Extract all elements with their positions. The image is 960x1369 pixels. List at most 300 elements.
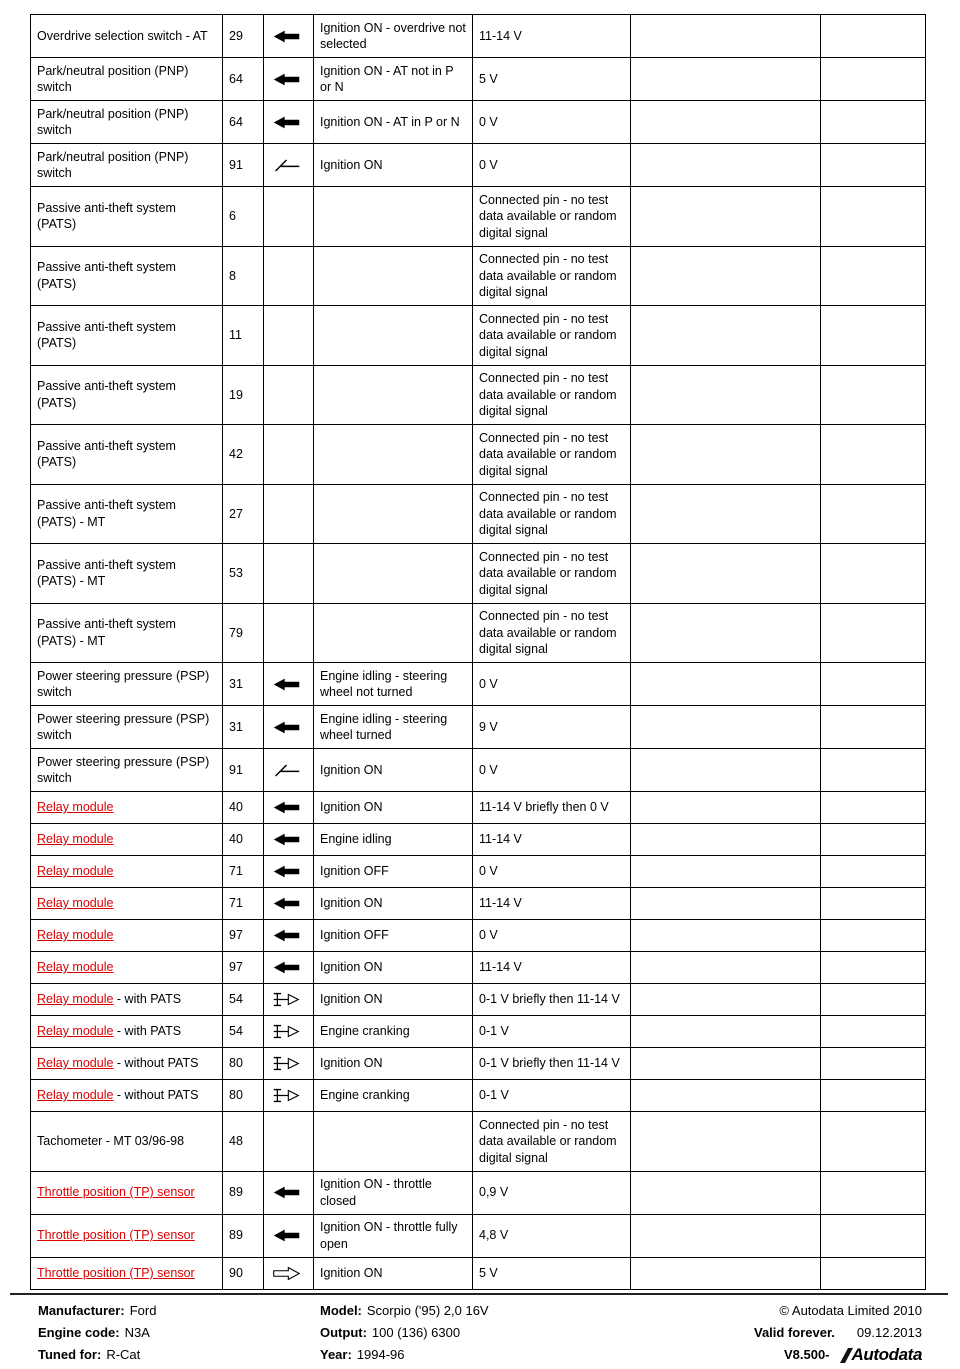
empty-cell — [821, 792, 926, 824]
signal-cell — [264, 187, 314, 247]
empty-cell — [821, 663, 926, 706]
component-link[interactable]: Relay module — [37, 864, 114, 879]
condition-cell: Ignition ON - overdrive not selected — [314, 15, 473, 58]
table-row — [31, 1112, 926, 1172]
signal-cell — [264, 101, 314, 144]
empty-cell — [821, 544, 926, 604]
arrow-left-solid-icon — [271, 718, 302, 737]
value-cell: 0,9 V — [473, 1171, 631, 1214]
condition-cell: Engine idling - steering wheel not turned — [314, 663, 473, 706]
component-cell — [31, 1048, 223, 1080]
value-cell: 0-1 V briefly then 11-14 V — [473, 984, 631, 1016]
empty-cell — [631, 952, 821, 984]
value-cell: Connected pin - no test data available or random digital signal — [473, 603, 631, 663]
component-cell — [31, 603, 223, 663]
component-label: Passive anti-theft system (PATS) - MT — [37, 617, 176, 648]
condition-cell: Ignition ON — [314, 792, 473, 824]
empty-cell — [821, 484, 926, 544]
empty-cell — [631, 101, 821, 144]
pin-number-cell: 54 — [223, 1016, 264, 1048]
pin-number-cell: 64 — [223, 101, 264, 144]
footer-model-info — [320, 1303, 754, 1369]
table-row — [31, 824, 926, 856]
component-cell — [31, 952, 223, 984]
tuned-for-label: Tuned for: — [38, 1347, 102, 1362]
table-row — [31, 603, 926, 663]
arrow-left-solid-icon — [271, 926, 302, 945]
signal-cell — [264, 984, 314, 1016]
switch-output-signal-icon — [271, 990, 302, 1009]
empty-cell — [821, 1257, 926, 1289]
condition-cell: Engine idling — [314, 824, 473, 856]
empty-cell — [631, 856, 821, 888]
tuned-for-line — [38, 1347, 320, 1363]
component-cell — [31, 425, 223, 485]
manufacturer-line — [38, 1303, 320, 1319]
component-cell — [31, 1016, 223, 1048]
table-row — [31, 1080, 926, 1112]
condition-cell: Ignition ON - throttle closed — [314, 1171, 473, 1214]
switch-signal-icon — [271, 761, 302, 780]
footer-vehicle-info — [38, 1303, 320, 1369]
component-link[interactable]: Relay module — [37, 832, 114, 847]
component-label: Overdrive selection switch - AT — [37, 28, 208, 43]
signal-cell — [264, 1257, 314, 1289]
component-cell — [31, 888, 223, 920]
empty-cell — [821, 603, 926, 663]
signal-cell — [264, 1171, 314, 1214]
condition-cell — [314, 544, 473, 604]
component-cell — [31, 1214, 223, 1257]
empty-cell — [631, 544, 821, 604]
value-cell: 0 V — [473, 663, 631, 706]
component-label: Tachometer - MT 03/96-98 — [37, 1134, 185, 1148]
empty-cell — [821, 984, 926, 1016]
pin-number-cell: 40 — [223, 824, 264, 856]
empty-cell — [821, 1048, 926, 1080]
value-cell: 0 V — [473, 920, 631, 952]
pin-number-cell: 91 — [223, 749, 264, 792]
component-link[interactable]: Relay module — [37, 1088, 114, 1103]
empty-cell — [821, 706, 926, 749]
signal-cell — [264, 663, 314, 706]
empty-cell — [821, 1171, 926, 1214]
component-cell — [31, 101, 223, 144]
switch-output-signal-icon — [271, 1022, 302, 1041]
value-cell: 11-14 V briefly then 0 V — [473, 792, 631, 824]
arrow-right-outline-icon — [271, 1264, 302, 1283]
year-value: 1994-96 — [356, 1347, 405, 1362]
empty-cell — [821, 306, 926, 366]
value-cell: 11-14 V — [473, 888, 631, 920]
valid-forever-label: Valid forever. — [753, 1325, 835, 1340]
condition-cell — [314, 246, 473, 306]
component-cell — [31, 749, 223, 792]
pin-number-cell: 80 — [223, 1048, 264, 1080]
empty-cell — [631, 888, 821, 920]
value-cell: Connected pin - no test data available or random digital signal — [473, 484, 631, 544]
component-link[interactable]: Throttle position (TP) sensor — [37, 1185, 195, 1200]
component-link[interactable]: Relay module — [37, 992, 114, 1007]
year-line — [320, 1347, 754, 1363]
component-cell — [31, 920, 223, 952]
condition-cell: Ignition ON — [314, 888, 473, 920]
condition-cell: Ignition ON — [314, 749, 473, 792]
version-text: V8.500- — [783, 1347, 830, 1362]
empty-cell — [631, 603, 821, 663]
condition-cell — [314, 603, 473, 663]
model-value: Scorpio ('95) 2,0 16V — [366, 1303, 489, 1318]
component-cell — [31, 856, 223, 888]
empty-cell — [821, 1016, 926, 1048]
table-row — [31, 306, 926, 366]
pin-number-cell: 11 — [223, 306, 264, 366]
table-row — [31, 58, 926, 101]
condition-cell: Ignition ON — [314, 1048, 473, 1080]
table-row — [31, 365, 926, 425]
component-cell — [31, 792, 223, 824]
empty-cell — [821, 1080, 926, 1112]
component-label: Passive anti-theft system (PATS) - MT — [37, 557, 176, 589]
component-label: Passive anti-theft system (PATS) — [37, 438, 176, 470]
value-cell: Connected pin - no test data available or random digital signal — [473, 246, 631, 306]
switch-signal-icon — [271, 156, 302, 175]
signal-cell — [264, 792, 314, 824]
component-cell — [31, 663, 223, 706]
condition-cell: Ignition OFF — [314, 920, 473, 952]
value-cell: 0 V — [473, 101, 631, 144]
signal-cell — [264, 1112, 314, 1172]
value-cell: 5 V — [473, 1257, 631, 1289]
arrow-left-solid-icon — [271, 894, 302, 913]
empty-cell — [631, 1257, 821, 1289]
empty-cell — [631, 792, 821, 824]
component-link[interactable]: Relay module — [37, 896, 114, 911]
component-link[interactable]: Relay module — [37, 800, 114, 815]
empty-cell — [631, 1171, 821, 1214]
empty-cell — [821, 187, 926, 247]
table-row — [31, 888, 926, 920]
pin-table-body — [31, 15, 926, 1290]
version-line — [784, 1347, 922, 1363]
value-cell: Connected pin - no test data available or random digital signal — [473, 187, 631, 247]
condition-cell — [314, 1112, 473, 1172]
pin-number-cell: 31 — [223, 706, 264, 749]
signal-cell — [264, 856, 314, 888]
empty-cell — [631, 15, 821, 58]
component-label: Park/neutral position (PNP) switch — [37, 63, 189, 94]
condition-cell: Engine cranking — [314, 1016, 473, 1048]
signal-cell — [264, 1048, 314, 1080]
tuned-for-value: R-Cat — [106, 1347, 141, 1362]
component-cell — [31, 484, 223, 544]
pin-number-cell: 71 — [223, 856, 264, 888]
arrow-left-solid-icon — [271, 830, 302, 849]
component-link[interactable]: Throttle position (TP) sensor — [37, 1265, 195, 1280]
table-row — [31, 1214, 926, 1257]
empty-cell — [631, 58, 821, 101]
component-cell — [31, 1257, 223, 1289]
engine-code-label: Engine code: — [38, 1325, 120, 1340]
signal-cell — [264, 1214, 314, 1257]
condition-cell — [314, 365, 473, 425]
empty-cell — [631, 187, 821, 247]
component-suffix: - with PATS — [113, 992, 182, 1007]
value-cell: 11-14 V — [473, 824, 631, 856]
signal-cell — [264, 246, 314, 306]
condition-cell — [314, 484, 473, 544]
component-cell — [31, 365, 223, 425]
engine-code-line — [38, 1325, 320, 1341]
signal-cell — [264, 603, 314, 663]
component-label: Passive anti-theft system (PATS) — [37, 379, 176, 410]
table-row — [31, 101, 926, 144]
empty-cell — [821, 856, 926, 888]
manufacturer-label: Manufacturer: — [38, 1303, 125, 1318]
empty-cell — [631, 1112, 821, 1172]
arrow-left-solid-icon — [271, 27, 302, 46]
value-cell: 5 V — [473, 58, 631, 101]
signal-cell — [264, 58, 314, 101]
pin-number-cell: 31 — [223, 663, 264, 706]
signal-cell — [264, 144, 314, 187]
model-line — [320, 1303, 754, 1319]
table-row — [31, 144, 926, 187]
table-row — [31, 15, 926, 58]
condition-cell: Engine cranking — [314, 1080, 473, 1112]
value-cell: 0-1 V briefly then 11-14 V — [473, 1048, 631, 1080]
validity-line — [754, 1325, 922, 1341]
empty-cell — [821, 144, 926, 187]
signal-cell — [264, 365, 314, 425]
value-cell: 0-1 V — [473, 1080, 631, 1112]
condition-cell: Ignition ON - throttle fully open — [314, 1214, 473, 1257]
pin-number-cell: 79 — [223, 603, 264, 663]
table-row — [31, 246, 926, 306]
component-cell — [31, 1171, 223, 1214]
component-label: Power steering pressure (PSP) switch — [37, 668, 210, 699]
output-line — [320, 1325, 754, 1341]
empty-cell — [821, 365, 926, 425]
table-row — [31, 663, 926, 706]
empty-cell — [821, 952, 926, 984]
arrow-left-solid-icon — [271, 675, 302, 694]
component-link[interactable]: Throttle position (TP) sensor — [37, 1228, 195, 1243]
footer-publisher-info — [754, 1303, 922, 1369]
condition-cell: Ignition ON — [314, 984, 473, 1016]
pin-number-cell: 40 — [223, 792, 264, 824]
component-label: Passive anti-theft system (PATS) - MT — [37, 498, 176, 529]
empty-cell — [821, 101, 926, 144]
empty-cell — [631, 706, 821, 749]
component-cell — [31, 984, 223, 1016]
signal-cell — [264, 425, 314, 485]
switch-output-signal-icon — [271, 1086, 302, 1105]
arrow-left-solid-icon — [271, 70, 302, 89]
table-row — [31, 484, 926, 544]
component-cell — [31, 187, 223, 247]
pin-number-cell: 91 — [223, 144, 264, 187]
condition-cell: Ignition OFF — [314, 856, 473, 888]
signal-cell — [264, 15, 314, 58]
signal-cell — [264, 484, 314, 544]
condition-cell — [314, 187, 473, 247]
pin-number-cell: 8 — [223, 246, 264, 306]
signal-cell — [264, 1016, 314, 1048]
table-row — [31, 1016, 926, 1048]
component-cell — [31, 706, 223, 749]
table-row — [31, 425, 926, 485]
table-row — [31, 706, 926, 749]
table-row — [31, 952, 926, 984]
empty-cell — [821, 15, 926, 58]
component-link[interactable]: Relay module — [37, 960, 114, 975]
empty-cell — [631, 425, 821, 485]
empty-cell — [631, 1080, 821, 1112]
signal-cell — [264, 952, 314, 984]
signal-cell — [264, 920, 314, 952]
value-cell: Connected pin - no test data available or random digital signal — [473, 306, 631, 366]
empty-cell — [631, 663, 821, 706]
value-cell: 0-1 V — [473, 1016, 631, 1048]
output-value: 100 (136) 6300 — [371, 1325, 461, 1340]
table-row — [31, 1257, 926, 1289]
footer — [10, 1293, 948, 1369]
pin-number-cell: 97 — [223, 920, 264, 952]
empty-cell — [631, 984, 821, 1016]
autodata-logo-text: Autodata — [851, 1345, 922, 1364]
empty-cell — [631, 1214, 821, 1257]
component-cell — [31, 544, 223, 604]
manufacturer-value: Ford — [129, 1303, 157, 1318]
autodata-logo — [844, 1347, 922, 1363]
condition-cell: Engine idling - steering wheel turned — [314, 706, 473, 749]
value-cell: Connected pin - no test data available or random digital signal — [473, 365, 631, 425]
table-row — [31, 187, 926, 247]
pin-number-cell: 80 — [223, 1080, 264, 1112]
pin-number-cell: 27 — [223, 484, 264, 544]
value-cell: 0 V — [473, 856, 631, 888]
empty-cell — [821, 824, 926, 856]
condition-cell — [314, 425, 473, 485]
empty-cell — [821, 58, 926, 101]
empty-cell — [631, 824, 821, 856]
signal-cell — [264, 888, 314, 920]
signal-cell — [264, 824, 314, 856]
output-label: Output: — [320, 1325, 367, 1340]
component-cell — [31, 824, 223, 856]
arrow-left-solid-icon — [271, 958, 302, 977]
condition-cell: Ignition ON - AT in P or N — [314, 101, 473, 144]
component-label: Park/neutral position (PNP) switch — [37, 106, 189, 137]
value-cell: 0 V — [473, 749, 631, 792]
empty-cell — [821, 749, 926, 792]
empty-cell — [631, 144, 821, 187]
valid-date: 09.12.2013 — [856, 1325, 922, 1340]
component-cell — [31, 1112, 223, 1172]
component-suffix: - without PATS — [113, 1056, 199, 1071]
value-cell: Connected pin - no test data available or random digital signal — [473, 1112, 631, 1172]
table-row — [31, 984, 926, 1016]
value-cell: Connected pin - no test data available or random digital signal — [473, 425, 631, 485]
component-label: Power steering pressure (PSP) switch — [37, 711, 210, 742]
arrow-left-solid-icon — [271, 798, 302, 817]
component-cell — [31, 306, 223, 366]
value-cell: 9 V — [473, 706, 631, 749]
empty-cell — [631, 920, 821, 952]
condition-cell: Ignition ON — [314, 1257, 473, 1289]
signal-cell — [264, 544, 314, 604]
empty-cell — [821, 1214, 926, 1257]
arrow-left-solid-icon — [271, 113, 302, 132]
pin-number-cell: 97 — [223, 952, 264, 984]
empty-cell — [631, 1048, 821, 1080]
pin-number-cell: 71 — [223, 888, 264, 920]
condition-cell: Ignition ON — [314, 144, 473, 187]
component-cell — [31, 1080, 223, 1112]
component-cell — [31, 58, 223, 101]
switch-output-signal-icon — [271, 1054, 302, 1073]
signal-cell — [264, 1080, 314, 1112]
copyright-text: © Autodata Limited 2010 — [779, 1303, 922, 1318]
empty-cell — [631, 749, 821, 792]
pin-number-cell: 6 — [223, 187, 264, 247]
pin-voltage-table — [30, 14, 926, 1290]
empty-cell — [821, 888, 926, 920]
table-row — [31, 544, 926, 604]
arrow-left-solid-icon — [271, 1226, 302, 1245]
pin-number-cell: 42 — [223, 425, 264, 485]
component-cell — [31, 15, 223, 58]
pin-number-cell: 89 — [223, 1171, 264, 1214]
signal-cell — [264, 706, 314, 749]
pin-number-cell: 19 — [223, 365, 264, 425]
empty-cell — [631, 484, 821, 544]
component-label: Passive anti-theft system (PATS) — [37, 260, 176, 291]
empty-cell — [631, 365, 821, 425]
component-link[interactable]: Relay module — [37, 928, 114, 943]
pin-number-cell: 64 — [223, 58, 264, 101]
table-row — [31, 792, 926, 824]
pin-number-cell: 53 — [223, 544, 264, 604]
component-label: Passive anti-theft system (PATS) — [37, 319, 176, 351]
value-cell: 11-14 V — [473, 15, 631, 58]
empty-cell — [821, 425, 926, 485]
year-label: Year: — [320, 1347, 352, 1362]
component-label: Passive anti-theft system (PATS) — [37, 200, 176, 232]
condition-cell — [314, 306, 473, 366]
condition-cell: Ignition ON - AT not in P or N — [314, 58, 473, 101]
pin-number-cell: 48 — [223, 1112, 264, 1172]
arrow-left-solid-icon — [271, 1183, 302, 1202]
empty-cell — [821, 246, 926, 306]
pin-number-cell: 54 — [223, 984, 264, 1016]
component-link[interactable]: Relay module — [37, 1056, 114, 1071]
component-cell — [31, 246, 223, 306]
component-label: Power steering pressure (PSP) switch — [37, 754, 210, 785]
value-cell: 0 V — [473, 144, 631, 187]
component-link[interactable]: Relay module — [37, 1024, 114, 1039]
component-cell — [31, 144, 223, 187]
model-label: Model: — [320, 1303, 362, 1318]
table-row — [31, 920, 926, 952]
signal-cell — [264, 749, 314, 792]
component-suffix: - without PATS — [113, 1088, 199, 1103]
empty-cell — [631, 246, 821, 306]
table-row — [31, 1171, 926, 1214]
empty-cell — [631, 306, 821, 366]
pin-number-cell: 29 — [223, 15, 264, 58]
